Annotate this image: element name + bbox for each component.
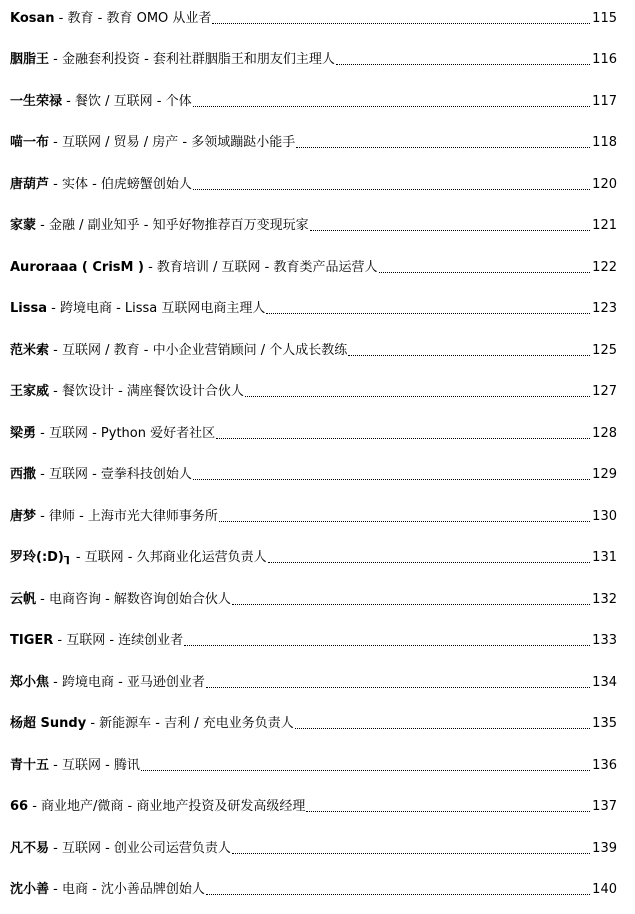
toc-entry[interactable] (10, 338, 617, 360)
entry-description: - 电商咨询 - 解数咨询创始合伙人 (36, 592, 231, 607)
entry-name: 云帆 (10, 592, 37, 607)
entry-description: - 新能源车 - 吉利 / 充电业务负责人 (86, 716, 294, 731)
page-number: 120 (592, 177, 617, 192)
entry-text (10, 674, 205, 692)
entry-text (10, 176, 192, 194)
entry-name: 一生荣禄 (10, 94, 63, 109)
dot-leader (232, 853, 590, 854)
entry-name: 胭脂王 (10, 52, 50, 67)
entry-description: - 互联网 - 腾讯 (49, 758, 140, 773)
entry-description: - 金融 / 副业知乎 - 知乎好物推荐百万变现玩家 (36, 218, 309, 233)
dot-leader (295, 728, 590, 729)
dot-leader (212, 23, 590, 24)
toc-entry[interactable] (10, 89, 617, 111)
page-number: 130 (592, 509, 617, 524)
page-number: 115 (592, 11, 617, 26)
entry-text (10, 715, 294, 733)
dot-leader (266, 313, 590, 314)
toc-entry[interactable] (10, 711, 617, 733)
dot-leader (296, 147, 590, 148)
page-number: 123 (592, 301, 617, 316)
entry-text (10, 342, 347, 360)
entry-text (10, 51, 335, 69)
entry-description: - 互联网 - 创业公司运营负责人 (49, 841, 231, 856)
page-number: 117 (592, 94, 617, 109)
entry-description: - 实体 - 伯虎螃蟹创始人 (49, 177, 192, 192)
dot-leader (206, 687, 590, 688)
entry-description: - 金融套利投资 - 套利社群胭脂王和朋友们主理人 (49, 52, 335, 67)
entry-description: - 商业地产/微商 - 商业地产投资及研发高级经理 (28, 799, 306, 814)
entry-text (10, 632, 183, 650)
entry-name: 凡不易 (10, 841, 50, 856)
page-number: 139 (592, 841, 617, 856)
entry-description: - 互联网 / 贸易 / 房产 - 多领域蹦跶小能手 (49, 135, 296, 150)
entry-description: - 跨境电商 - Lissa 互联网电商主理人 (47, 301, 266, 316)
entry-text (10, 217, 309, 235)
page-number: 140 (592, 882, 617, 897)
entry-name: TIGER (10, 633, 54, 648)
entry-name: 唐梦 (10, 509, 37, 524)
page-number: 116 (592, 52, 617, 67)
dot-leader (193, 189, 590, 190)
dot-leader (219, 521, 590, 522)
page-number: 127 (592, 384, 617, 399)
entry-description: - 互联网 - 久邦商业化运营负责人 (71, 550, 267, 565)
page-number: 136 (592, 758, 617, 773)
dot-leader (184, 645, 590, 646)
toc-entry[interactable] (10, 545, 617, 567)
dot-leader (206, 894, 590, 895)
entry-name: 梁勇 (10, 426, 37, 441)
dot-leader (336, 64, 590, 65)
toc-entry[interactable] (10, 628, 617, 650)
toc-entry[interactable] (10, 670, 617, 692)
page-number: 125 (592, 343, 617, 358)
entry-text (10, 591, 231, 609)
page-number: 118 (592, 135, 617, 150)
toc-entry[interactable] (10, 296, 617, 318)
entry-description: - 互联网 / 教育 - 中小企业营销顾问 / 个人成长教练 (49, 343, 348, 358)
dot-leader (141, 770, 590, 771)
toc-entry[interactable] (10, 877, 617, 899)
entry-description: - 互联网 - 壹拳科技创始人 (36, 467, 192, 482)
entry-text (10, 466, 192, 484)
entry-name: 唐葫芦 (10, 177, 50, 192)
dot-leader (193, 479, 590, 480)
dot-leader (348, 355, 590, 356)
entry-text (10, 508, 218, 526)
entry-text (10, 134, 295, 152)
page-number: 135 (592, 716, 617, 731)
entry-description: - 教育 - 教育 OMO 从业者 (54, 11, 212, 26)
entry-name: 66 (10, 799, 29, 814)
page-number: 122 (592, 260, 617, 275)
entry-text (10, 300, 265, 318)
toc-entry[interactable] (10, 213, 617, 235)
page-number: 121 (592, 218, 617, 233)
entry-name: Auroraaa ( CrisM ) (10, 260, 144, 275)
dot-leader (268, 562, 591, 563)
entry-name: 范米索 (10, 343, 50, 358)
dot-leader (379, 272, 591, 273)
entry-text (10, 881, 205, 899)
entry-text (10, 840, 231, 858)
entry-text (10, 10, 211, 28)
page-number: 137 (592, 799, 617, 814)
entry-name: 杨超 Sundy (10, 716, 87, 731)
entry-description: - 律师 - 上海市光大律师事务所 (36, 509, 218, 524)
page-number: 133 (592, 633, 617, 648)
entry-name: 喵一布 (10, 135, 50, 150)
entry-description: - 跨境电商 - 亚马逊创业者 (49, 675, 205, 690)
entry-description: - 互联网 - Python 爱好者社区 (36, 426, 216, 441)
toc-entry[interactable] (10, 753, 617, 775)
entry-name: 郑小焦 (10, 675, 50, 690)
entry-text (10, 259, 378, 277)
toc-entry[interactable] (10, 587, 617, 609)
toc-entry[interactable] (10, 421, 617, 443)
entry-description: - 电商 - 沈小善品牌创始人 (49, 882, 205, 897)
page-number: 131 (592, 550, 617, 565)
toc-entry[interactable] (10, 379, 617, 401)
page-number: 132 (592, 592, 617, 607)
toc-entry[interactable] (10, 255, 617, 277)
toc-entry[interactable] (10, 130, 617, 152)
dot-leader (306, 811, 590, 812)
toc-entry[interactable] (10, 47, 617, 69)
toc-entry[interactable] (10, 462, 617, 484)
entry-text (10, 383, 244, 401)
dot-leader (232, 604, 590, 605)
toc-entry[interactable] (10, 794, 617, 816)
entry-text (10, 93, 192, 111)
toc-entry[interactable] (10, 172, 617, 194)
entry-name: Lissa (10, 301, 47, 316)
entry-name: 西撒 (10, 467, 37, 482)
entry-name: 家蒙 (10, 218, 37, 233)
page-number: 134 (592, 675, 617, 690)
toc-entry[interactable] (10, 836, 617, 858)
page-number: 128 (592, 426, 617, 441)
dot-leader (193, 106, 591, 107)
entry-name: 青十五 (10, 758, 50, 773)
entry-text (10, 798, 305, 816)
entry-name: 罗玲(:D)┒ (10, 550, 72, 565)
toc-entry[interactable] (10, 6, 617, 28)
dot-leader (310, 230, 591, 231)
entry-description: - 互联网 - 连续创业者 (53, 633, 184, 648)
dot-leader (216, 438, 590, 439)
entry-description: - 教育培训 / 互联网 - 教育类产品运营人 (143, 260, 378, 275)
dot-leader (245, 396, 590, 397)
entry-text (10, 757, 140, 775)
entry-text (10, 549, 267, 567)
entry-text (10, 425, 215, 443)
entry-name: Kosan (10, 11, 55, 26)
toc-entry[interactable] (10, 504, 617, 526)
entry-description: - 餐饮设计 - 满座餐饮设计合伙人 (49, 384, 244, 399)
entry-description: - 餐饮 / 互联网 - 个体 (62, 94, 192, 109)
entry-name: 王家威 (10, 384, 50, 399)
entry-name: 沈小善 (10, 882, 50, 897)
page-number: 129 (592, 467, 617, 482)
